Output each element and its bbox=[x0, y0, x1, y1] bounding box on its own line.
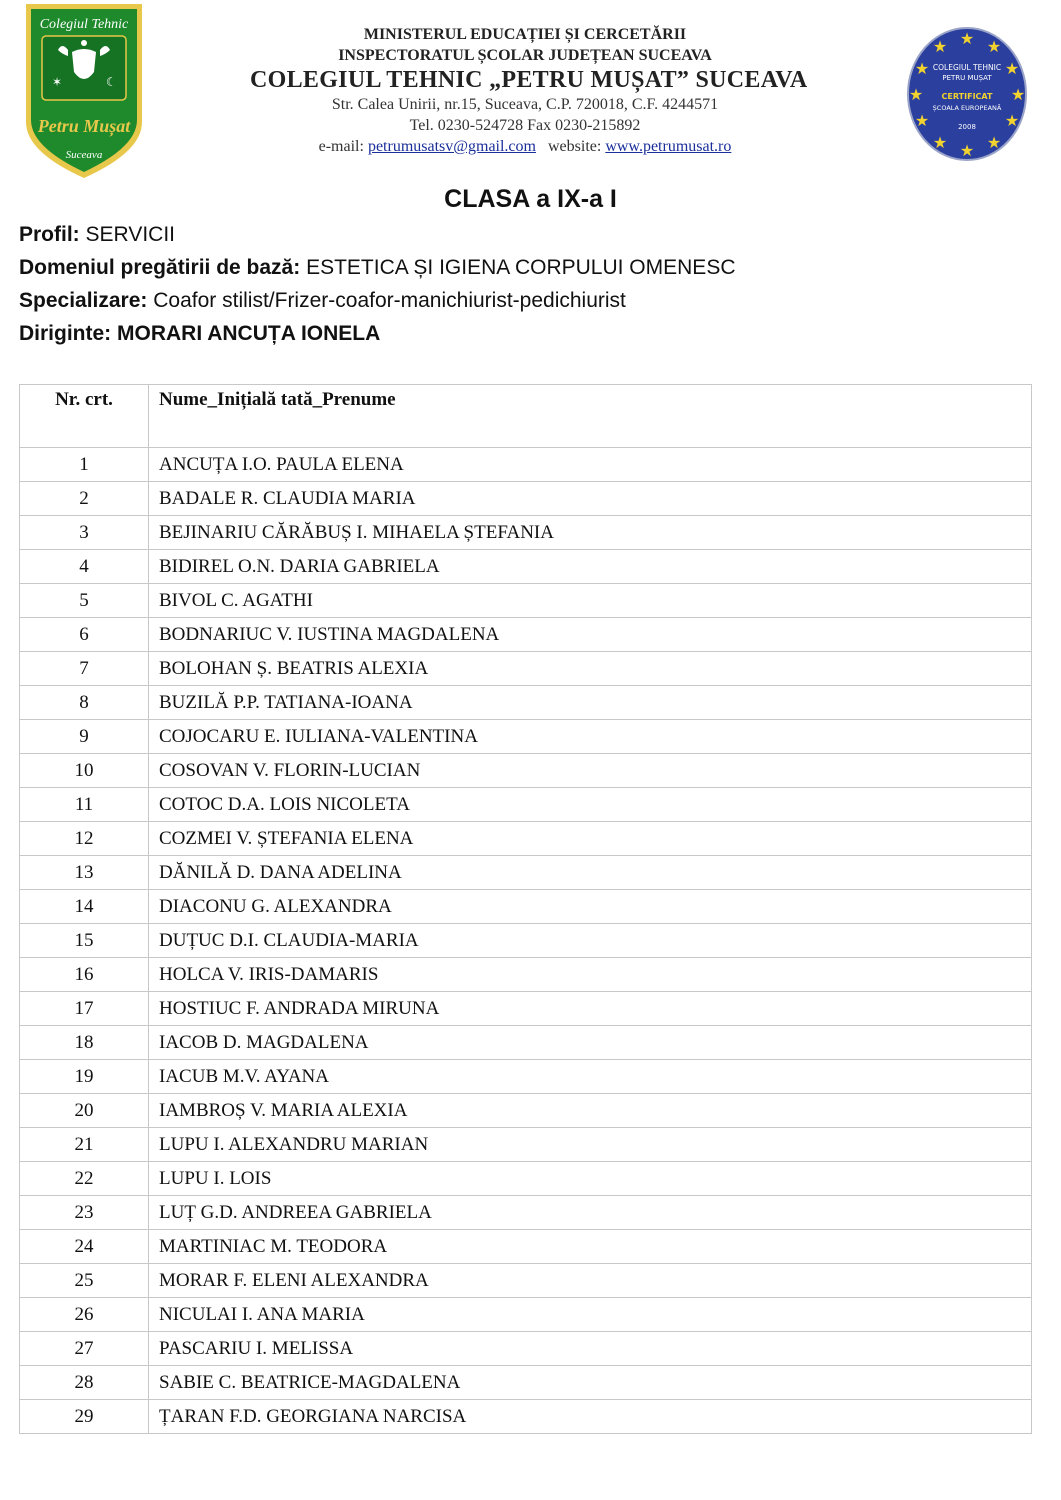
website-link[interactable]: www.petrumusat.ro bbox=[605, 138, 732, 155]
seal-line-5: 2008 bbox=[958, 123, 976, 131]
row-number: 16 bbox=[20, 958, 149, 992]
header-nr: Nr. crt. bbox=[20, 385, 149, 448]
seal-line-2: PETRU MUȘAT bbox=[942, 74, 992, 82]
table-row bbox=[20, 482, 1032, 516]
student-name: ANCUȚA I.O. PAULA ELENA bbox=[149, 448, 1032, 482]
email-label: e-mail: bbox=[318, 138, 364, 155]
inspectorate-name: INSPECTORATUL ȘCOLAR JUDEȚEAN SUCEAVA bbox=[338, 47, 712, 64]
student-name: DIACONU G. ALEXANDRA bbox=[149, 890, 1032, 924]
table-row bbox=[20, 992, 1032, 1026]
svg-text:☾: ☾ bbox=[106, 75, 117, 89]
table-row bbox=[20, 1332, 1032, 1366]
row-number: 9 bbox=[20, 720, 149, 754]
row-number: 12 bbox=[20, 822, 149, 856]
svg-text:★: ★ bbox=[986, 133, 1002, 152]
student-name: BIDIREL O.N. DARIA GABRIELA bbox=[149, 550, 1032, 584]
table-row bbox=[20, 822, 1032, 856]
class-teacher-line bbox=[19, 322, 380, 346]
row-number: 21 bbox=[20, 1128, 149, 1162]
row-number: 19 bbox=[20, 1060, 149, 1094]
svg-text:★: ★ bbox=[1004, 59, 1020, 78]
row-number: 27 bbox=[20, 1332, 149, 1366]
svg-text:★: ★ bbox=[914, 59, 930, 78]
logo-left-line-3: Suceava bbox=[65, 149, 103, 161]
table-row bbox=[20, 584, 1032, 618]
row-number: 15 bbox=[20, 924, 149, 958]
table-row bbox=[20, 1196, 1032, 1230]
header-name: Nume_Inițială tată_Prenume bbox=[149, 385, 1032, 448]
specialization-line bbox=[19, 289, 626, 313]
student-name: BOLOHAN Ș. BEATRIS ALEXIA bbox=[149, 652, 1032, 686]
table-row bbox=[20, 1094, 1032, 1128]
table-row bbox=[20, 856, 1032, 890]
specialization-value: Coafor stilist/Frizer-coafor-manichiurist-pedichiurist bbox=[153, 289, 626, 312]
seal-line-4: ȘCOALA EUROPEANĂ bbox=[932, 104, 1002, 112]
profile-label: Profil: bbox=[19, 223, 80, 246]
table-row bbox=[20, 788, 1032, 822]
row-number: 13 bbox=[20, 856, 149, 890]
school-phone: Tel. 0230-524728 Fax 0230-215892 bbox=[409, 117, 641, 134]
row-number: 22 bbox=[20, 1162, 149, 1196]
seal-line-1: COLEGIUL TEHNIC bbox=[932, 63, 1002, 72]
row-number: 18 bbox=[20, 1026, 149, 1060]
svg-text:★: ★ bbox=[959, 29, 975, 48]
student-name: LUȚ G.D. ANDREEA GABRIELA bbox=[149, 1196, 1032, 1230]
student-name: SABIE C. BEATRICE-MAGDALENA bbox=[149, 1366, 1032, 1400]
row-number: 26 bbox=[20, 1298, 149, 1332]
student-name: BEJINARIU CĂRĂBUȘ I. MIHAELA ȘTEFANIA bbox=[149, 516, 1032, 550]
table-row bbox=[20, 1026, 1032, 1060]
row-number: 7 bbox=[20, 652, 149, 686]
table-row bbox=[20, 1366, 1032, 1400]
student-name: ȚARAN F.D. GEORGIANA NARCISA bbox=[149, 1400, 1032, 1434]
row-number: 1 bbox=[20, 448, 149, 482]
row-number: 2 bbox=[20, 482, 149, 516]
row-number: 28 bbox=[20, 1366, 149, 1400]
row-number: 14 bbox=[20, 890, 149, 924]
student-name: IACUB M.V. AYANA bbox=[149, 1060, 1032, 1094]
table-row bbox=[20, 1230, 1032, 1264]
table-row bbox=[20, 448, 1032, 482]
domain-label: Domeniul pregătirii de bază: bbox=[19, 256, 301, 279]
domain-line bbox=[19, 256, 736, 280]
svg-text:★: ★ bbox=[959, 141, 975, 160]
table-row bbox=[20, 720, 1032, 754]
table-row bbox=[20, 924, 1032, 958]
table-row bbox=[20, 754, 1032, 788]
student-name: LUPU I. ALEXANDRU MARIAN bbox=[149, 1128, 1032, 1162]
european-school-seal bbox=[906, 26, 1028, 162]
svg-text:✶: ✶ bbox=[52, 75, 63, 89]
table-row bbox=[20, 1264, 1032, 1298]
student-name: COJOCARU E. IULIANA-VALENTINA bbox=[149, 720, 1032, 754]
logo-left-line-1: Colegiul Tehnic bbox=[39, 17, 129, 32]
class-teacher-value: MORARI ANCUȚA IONELA bbox=[117, 322, 381, 345]
table-row bbox=[20, 618, 1032, 652]
row-number: 24 bbox=[20, 1230, 149, 1264]
svg-text:★: ★ bbox=[986, 37, 1002, 56]
row-number: 10 bbox=[20, 754, 149, 788]
student-name: LUPU I. LOIS bbox=[149, 1162, 1032, 1196]
table-header-row bbox=[20, 385, 1032, 448]
row-number: 20 bbox=[20, 1094, 149, 1128]
specialization-label: Specializare: bbox=[19, 289, 148, 312]
row-number: 11 bbox=[20, 788, 149, 822]
row-number: 6 bbox=[20, 618, 149, 652]
table-row bbox=[20, 516, 1032, 550]
table-row bbox=[20, 686, 1032, 720]
student-name: IACOB D. MAGDALENA bbox=[149, 1026, 1032, 1060]
row-number: 3 bbox=[20, 516, 149, 550]
student-name: HOLCA V. IRIS-DAMARIS bbox=[149, 958, 1032, 992]
row-number: 29 bbox=[20, 1400, 149, 1434]
student-name: DUȚUC D.I. CLAUDIA-MARIA bbox=[149, 924, 1032, 958]
student-name: MARTINIAC M. TEODORA bbox=[149, 1230, 1032, 1264]
table-row bbox=[20, 550, 1032, 584]
student-name: HOSTIUC F. ANDRADA MIRUNA bbox=[149, 992, 1032, 1026]
student-name: BUZILĂ P.P. TATIANA-IOANA bbox=[149, 686, 1032, 720]
student-name: IAMBROȘ V. MARIA ALEXIA bbox=[149, 1094, 1032, 1128]
school-name: COLEGIUL TEHNIC „PETRU MUȘAT” SUCEAVA bbox=[250, 67, 808, 93]
svg-text:★: ★ bbox=[1010, 85, 1026, 104]
logo-left-line-2: Petru Mușat bbox=[37, 116, 131, 136]
class-title: CLASA a IX-a I bbox=[444, 185, 617, 213]
row-number: 4 bbox=[20, 550, 149, 584]
student-name: DĂNILĂ D. DANA ADELINA bbox=[149, 856, 1032, 890]
svg-text:★: ★ bbox=[932, 133, 948, 152]
table-row bbox=[20, 1400, 1032, 1434]
row-number: 23 bbox=[20, 1196, 149, 1230]
student-name: BADALE R. CLAUDIA MARIA bbox=[149, 482, 1032, 516]
school-address: Str. Calea Unirii, nr.15, Suceava, C.P. 720018, C.F. 4244571 bbox=[331, 96, 719, 113]
seal-line-3: CERTIFICAT bbox=[941, 92, 993, 101]
student-name: COTOC D.A. LOIS NICOLETA bbox=[149, 788, 1032, 822]
row-number: 25 bbox=[20, 1264, 149, 1298]
email-link[interactable]: petrumusatsv@gmail.com bbox=[367, 138, 536, 155]
row-number: 8 bbox=[20, 686, 149, 720]
table-row bbox=[20, 652, 1032, 686]
student-name: MORAR F. ELENI ALEXANDRA bbox=[149, 1264, 1032, 1298]
svg-text:★: ★ bbox=[914, 111, 930, 130]
table-row bbox=[20, 890, 1032, 924]
svg-text:★: ★ bbox=[932, 37, 948, 56]
student-table bbox=[19, 384, 1032, 1434]
table-row bbox=[20, 1298, 1032, 1332]
website-label: website: bbox=[547, 138, 602, 155]
profile-line bbox=[19, 223, 175, 247]
domain-value: ESTETICA ȘI IGIENA CORPULUI OMENESC bbox=[306, 256, 736, 279]
ministry-name: MINISTERUL EDUCAȚIEI ȘI CERCETĂRII bbox=[363, 26, 687, 43]
class-teacher-label: Diriginte: bbox=[19, 322, 112, 345]
student-name: COSOVAN V. FLORIN-LUCIAN bbox=[149, 754, 1032, 788]
row-number: 5 bbox=[20, 584, 149, 618]
school-logo bbox=[22, 2, 146, 180]
row-number: 17 bbox=[20, 992, 149, 1026]
student-name: COZMEI V. ȘTEFANIA ELENA bbox=[149, 822, 1032, 856]
student-name: NICULAI I. ANA MARIA bbox=[149, 1298, 1032, 1332]
contact-line bbox=[250, 138, 800, 156]
table-row bbox=[20, 1162, 1032, 1196]
student-name: BIVOL C. AGATHI bbox=[149, 584, 1032, 618]
profile-value: SERVICII bbox=[85, 223, 175, 246]
student-name: PASCARIU I. MELISSA bbox=[149, 1332, 1032, 1366]
table-row bbox=[20, 1128, 1032, 1162]
svg-text:★: ★ bbox=[1004, 111, 1020, 130]
table-row bbox=[20, 958, 1032, 992]
student-name: BODNARIUC V. IUSTINA MAGDALENA bbox=[149, 618, 1032, 652]
svg-text:★: ★ bbox=[908, 85, 924, 104]
table-row bbox=[20, 1060, 1032, 1094]
